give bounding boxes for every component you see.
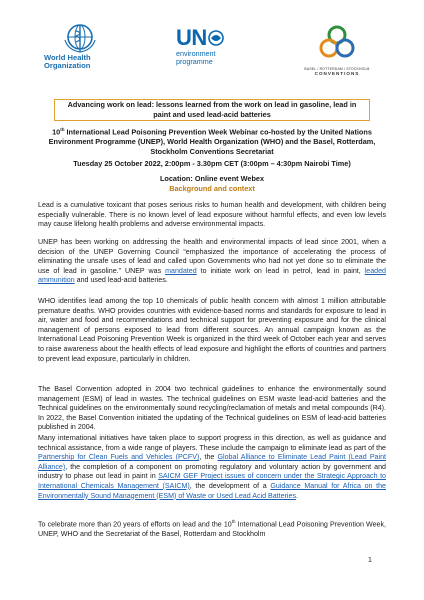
paragraph-3: WHO identifies lead among the top 10 chemicals of public health concern with almost 1 million attributable premature deaths. WHO provides countries with evidence-based norms and standards for exposure to lead in air, water and food and recommendations and technical support for preventing exposure and for the clinical management of persons exposed to lead from different sources. An annual campaign known as the International Lead Poisoning Prevention Week is organized in the third week of October each year and serves to raise awareness about the health effects of lead exposure and highlight the efforts of countries and partners to prevent lead exposure, particularly in children. [38,297,386,363]
page-number: 1 [368,557,372,564]
unep-globe-icon [207,29,225,47]
lead-paint-alliance-link[interactable]: Global Alliance to Eliminate Lead Paint (Lead Paint Alliance) [38,453,386,471]
document-title: Advancing work on lead: lessons learned from the work on lead in gasoline, lead in paint and used lead-acid batteries [54,99,370,121]
who-logo [44,22,124,80]
unep-logo: UN environment programme [176,26,256,80]
who-emblem-icon [62,22,98,54]
paragraph-1: Lead is a cumulative toxicant that poses serious risks to human health and development, with children being especially vulnerable. There is no known level of lead exposure without harmful effects, and even low levels may cause lifelong health problems and adverse environmental impacts. [38,201,386,229]
esm-guidance-manual-link[interactable]: Guidance Manual for Africa on the Environmentally Sound Management (ESM) of Waste or Used Lead Acid Batteries [38,481,386,500]
brs-conventions-logo: BASEL / ROTTERDAM / STOCKHOLM CONVENTIONS [292,22,382,82]
webinar-hosts: 10th International Lead Poisoning Prevention Week Webinar co-hosted by the United Nations Environment Programme (UNEP), World Health Organization (WHO) and the Basel, Rotterdam, Stockholm Conventions Secretariat [48,127,376,156]
mandated-link[interactable]: mandated [165,266,197,275]
brs-emblem-icon [315,22,359,62]
section-heading: Background and context [169,184,255,193]
paragraph-5: Many international initiatives have taken place to support progress in this direction, as well as guidance and technical assistance, from a wide range of players. These include the campaign to eliminate lead as part of the Partnership for Clean Fuels and Vehicles (PCFV), the Global Alliance to Eliminate Lead Paint (Lead Paint Alliance), the completion of a component on promoting regulatory and voluntary action by government and industry to phase out lead in paint in SAICM GEF Project issues of concern under the Strategic Approach to International Chemicals Management (SAICM), the development of a Guidance Manual for Africa on the Environmentally Sound Management (ESM) of Waste or Used Lead Acid Batteries. [38,434,386,500]
leaded-ammunition-link[interactable]: leaded ammunition [38,266,386,285]
who-name: World Health Organization [44,53,91,71]
event-location: Location: Online event Webex [159,174,265,183]
event-date: Tuesday 25 October 2022, 2:00pm - 3.30pm CET (3:00pm – 4:30pm Nairobi Time) [73,159,351,168]
paragraph-6: To celebrate more than 20 years of efforts on lead and the 10th International Lead Poisoning Prevention Week, UNEP, WHO and the Secretariat of the Basel, Rotterdam and Stockholm [38,519,386,538]
saicm-gef-project-link[interactable]: SAICM GEF Project issues of concern under the Strategic Approach to International Chemicals Management (SAICM) [38,472,386,490]
pcfv-link[interactable]: Partnership for Clean Fuels and Vehicles (PCFV) [38,453,200,462]
unep-name: environment programme [176,49,216,66]
paragraph-2: UNEP has been working on addressing the health and environmental impacts of lead since 2001, when a decision of the UNEP Governing Council “emphasized the importance of accelerating the process of eliminating the unsafe uses of lead and called upon Governments who had not yet done so to eliminate the use of lead in gasoline.” UNEP was mandated to initiate work on lead in petrol, lead in paint, leaded ammunition and used lead-acid batteries. [38,238,386,285]
paragraph-4: The Basel Convention adopted in 2004 two technical guidelines to enhance the environmentally sound management (ESM) of lead in wastes. The technical guidelines on ESM waste lead-acid batteries and the Technical guidelines on the environmentally sound recycling/reclamation of metals and metal compounds (R4). In 2022, the Basel Convention initiated the updating of the Technical guidelines on ESM of lead-acid batteries published in 2004. [38,385,386,432]
header-logos [44,22,380,82]
